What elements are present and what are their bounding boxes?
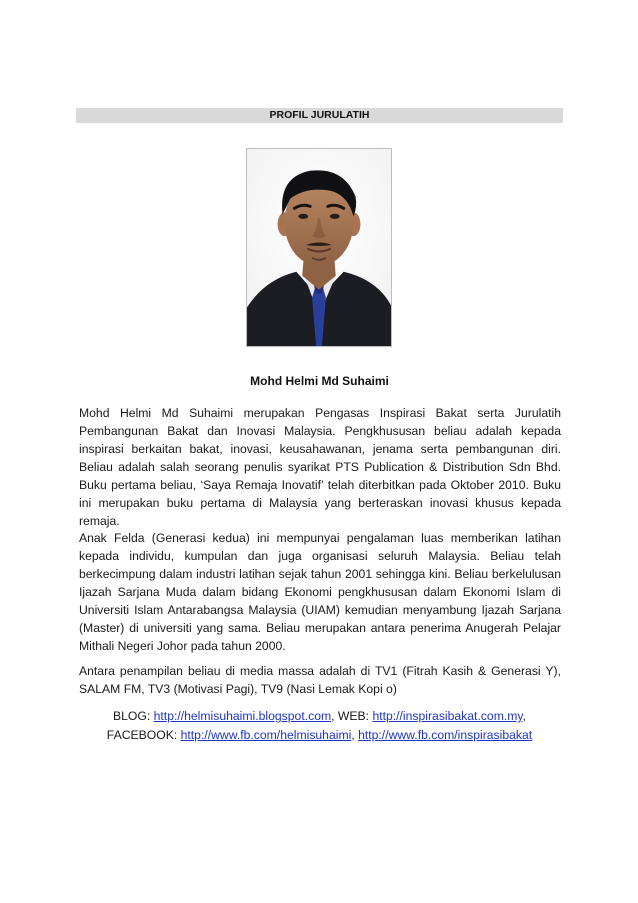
facebook-label: FACEBOOK: xyxy=(106,728,181,742)
links-line-1 xyxy=(76,707,563,726)
facebook-link-page[interactable]: http://www.fb.com/inspirasibakat xyxy=(358,728,533,742)
section-heading: PROFIL JURULATIH xyxy=(76,108,563,123)
facebook-separator: , xyxy=(351,728,359,742)
facebook-link-personal[interactable]: http://www.fb.com/helmisuhaimi xyxy=(180,728,352,742)
web-link[interactable]: http://inspirasibakat.com.my xyxy=(372,709,523,723)
profile-photo xyxy=(246,148,392,347)
web-after: , xyxy=(522,709,526,723)
trainer-name: Mohd Helmi Md Suhaimi xyxy=(250,374,389,388)
links-line-2 xyxy=(76,726,563,745)
blog-link[interactable]: http://helmisuhaimi.blogspot.com xyxy=(153,709,332,723)
web-label: , WEB: xyxy=(331,709,373,723)
bio-paragraph-1: Mohd Helmi Md Suhaimi merupakan Pengasas Inspirasi Bakat serta Jurulatih Pembangunan Bakat dan Inovasi Malaysia. Pengkhususan beliau adalah kepada inspirasi berkaitan bakat, inovasi, keusahawanan, jenama serta pembangunan diri. Beliau adalah salah seorang penulis syarikat PTS Publication & Distribution Sdn Bhd. Buku pertama beliau, ‘Saya Remaja Inovatif’ telah diterbitkan pada Oktober 2010. Buku ini merupakan buku pertama di Malaysia yang berteraskan inovasi khusus kepada remaja. xyxy=(79,406,561,528)
bio-paragraph-3: Antara penampilan beliau di media massa adalah di TV1 (Fitrah Kasih & Generasi Y), SALAM FM, TV3 (Motivasi Pagi), TV9 (Nasi Lemak Kopi o) xyxy=(79,664,561,696)
bio-paragraph-2: Anak Felda (Generasi kedua) ini mempunyai pengalaman luas memberikan latihan kepada individu, kumpulan dan juga organisasi seluruh Malaysia. Beliau telah berkecimpung dalam industri latihan sejak tahun 2001 sehingga kini. Beliau berkelulusan Ijazah Sarjana Muda dalam bidang Ekonomi pengkhususan dalam Ekonomi Islam di Universiti Islam Antarabangsa Malaysia (UIAM) kemudian menyambung Ijazah Sarjana (Master) di universiti yang sama. Beliau merupakan antara penerima Anugerah Pelajar Mithali Negeri Johor pada tahun 2000. xyxy=(79,531,561,653)
portrait-image xyxy=(247,149,391,346)
blog-label: BLOG: xyxy=(113,709,154,723)
contact-links xyxy=(76,707,563,745)
